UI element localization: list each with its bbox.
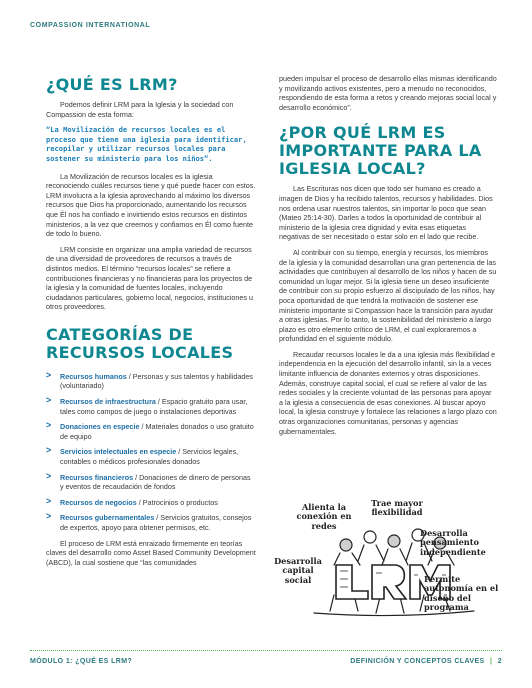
label-connection: Alienta la conexión en redes <box>296 502 352 531</box>
page-number: 2 <box>497 658 502 665</box>
footer-section <box>350 658 502 665</box>
footer-module: MÓDULO 1: ¿QUÉ ES LRM? <box>30 658 133 665</box>
intro-paragraph: Podemos definir LRM para la Iglesia y la sociedad con Compassion de esta forma: <box>46 100 234 119</box>
category-desc: / Donaciones de dinero de personas y eventos de recaudación de fondos <box>60 472 251 492</box>
label-flexibility: Trae mayor flexibilidad <box>371 498 423 518</box>
section-title-categorias: CATEGORÍAS DE RECURSOS LOCALES <box>46 324 234 362</box>
category-desc: / Servicios legales, contables o médicos profesionales donados <box>60 447 239 467</box>
chevron-right-icon: > <box>46 495 52 506</box>
label-autonomy: Permite autonomía en el diseño del programa <box>424 574 499 613</box>
section-title-por-que: ¿POR QUÉ LRM ES IMPORTANTE PARA LA IGLESIA LOCAL? <box>279 123 482 179</box>
right-column <box>279 76 497 442</box>
chevron-right-icon: > <box>46 470 52 481</box>
definition-quote: “La Movilización de recursos locales es el proceso que tiene una iglesia para identificar, recopilar y utilizar recursos locales para sostener su ministerio para los niños”. <box>46 125 247 163</box>
section-title-que-es-lrm: ¿QUÉ ES LRM? <box>46 75 178 94</box>
category-name: Recursos gubernamentales <box>60 513 155 523</box>
list-item <box>46 397 256 416</box>
list-item <box>46 495 256 508</box>
lrm-illustration <box>274 495 502 635</box>
category-name: Servicios intelectuales en especie <box>60 447 177 457</box>
category-name: Donaciones en especie <box>60 422 140 432</box>
paragraph-1: La Movilización de recursos locales es la iglesia reconociendo cuáles recursos tiene y qué puede hacer con estos. LRM involucra a la iglesia aprovechando al máximo los diversos recursos que Dios ha proporcionado, aumentando los recursos que Él nos ha confiado e invirtiendo estos recursos en distintos ministerios, a la vez que creemos y confiamos en Él como fuente de todo lo bueno. <box>46 171 256 239</box>
category-desc: / Materiales donados o uso gratuito de equipo <box>60 422 254 441</box>
label-capital: Desarrolla capital social <box>274 556 322 585</box>
category-name: Recursos de infraestructura <box>60 397 156 407</box>
category-desc: / Personas y sus talentos y habilidades (voluntariado) <box>60 371 253 391</box>
category-name: Recursos financieros <box>60 472 134 482</box>
chevron-right-icon: > <box>46 445 52 456</box>
paragraph-continued: pueden impulsar el proceso de desarrollo ellas mismas identificando y movilizando activos existentes, pero a menudo no reconocidos, respondiendo de esta forma a retos y creando mejoras social local y desarrollo económico”. <box>279 74 497 112</box>
category-name: Recursos humanos <box>60 371 127 381</box>
footer-separator: | <box>489 658 493 665</box>
list-item <box>46 513 256 532</box>
category-name: Recursos de negocios <box>60 497 137 507</box>
paragraph-contribuir: Al contribuir con su tiempo, energía y recursos, los miembros de la iglesia y la comunidad desarrollan una gran pertenencia de las actividades que contribuyen al desarrollo de los niños y hacen de su comunidad un lugar mejor. Si la iglesia tiene un deseo insuficiente de contribuir con su propio esfuerzo al discipulado de los niños, hay poca oportunidad de que tendrá la motivación de sostener ese ministerio importante si Compassion hace la transición para ayudar a otras iglesias. Por lo tanto, la sostenibilidad del ministerio a largo plazo es otro elemento crítico de LRM, el cual exploraremos a profundidad en el siguiente módulo. <box>279 247 497 344</box>
label-independent: Desarrolla pensamiento independiente <box>420 528 486 557</box>
paragraph-recaudar: Recaudar recursos locales le da a una iglesia más flexibilidad e independencia en la ejecución del desarrollo infantil, sin la a veces limitante influencia de donantes externos y otras disposiciones. Además, construye capital social, el cual se refiere al valor de las redes sociales y la creciente voluntad de las personas para apoyar a la iglesia a consecuencia de esas conexiones. Al buscar apoyo local, la iglesia construye y fortalece las relaciones a largo plazo con otras organizaciones comunitarias, personas y agencias gubernamentales. <box>279 349 497 436</box>
chevron-right-icon: > <box>46 369 52 380</box>
chevron-right-icon: > <box>46 420 52 431</box>
category-desc: / Servicios gratuitos, consejos de expertos, apoyo para obtener permisos, etc. <box>60 513 252 532</box>
paragraph-3: El proceso de LRM está enraizado firmemente en teorías claves del desarrollo como Asset Based Community Development (ABCD), la cual sostiene que “las comunidades <box>46 538 256 567</box>
footer-divider <box>30 650 502 651</box>
chevron-right-icon: > <box>46 395 52 406</box>
category-desc: / Espacio gratuito para usar, tales como campos de juego o instalaciones deportivas <box>60 397 248 416</box>
paragraph-escrituras: Las Escrituras nos dicen que todo ser humano es creado a imagen de Dios y ha recibido talentos, recursos y habilidades. Dios nos ordena usar nuestros talentos, sin importar lo poco que sean (Mateo 25:14-30). Darles a todos la oportunidad de contribuir al ministerio de la iglesia crea dignidad y evita esas etiquetas negativas de ser necesitado o estar solo en el lado que recibe. <box>279 184 493 242</box>
chevron-right-icon: > <box>46 511 52 522</box>
list-item <box>46 369 256 391</box>
categories-list <box>46 369 256 533</box>
header-org-name: COMPASSION INTERNATIONAL <box>30 22 151 29</box>
list-item <box>46 447 256 466</box>
list-item <box>46 422 256 441</box>
paragraph-2: LRM consiste en organizar una amplia variedad de recursos de una diversidad de proveedores de recursos a través de distintos medios. El término “recursos locales” se refiere a contribuciones financieras y no financieras para los proyectos de la iglesia y la comunidad de fuentes locales, incluyendo ciudadanos particulares, gobierno local, negocios, instituciones u otros proveedores. <box>46 244 253 312</box>
footer-section-title: DEFINICIÓN Y CONCEPTOS CLAVES <box>350 658 485 665</box>
left-column <box>46 76 256 573</box>
category-desc: / Patrocinios o productos <box>136 497 218 507</box>
list-item <box>46 470 256 492</box>
